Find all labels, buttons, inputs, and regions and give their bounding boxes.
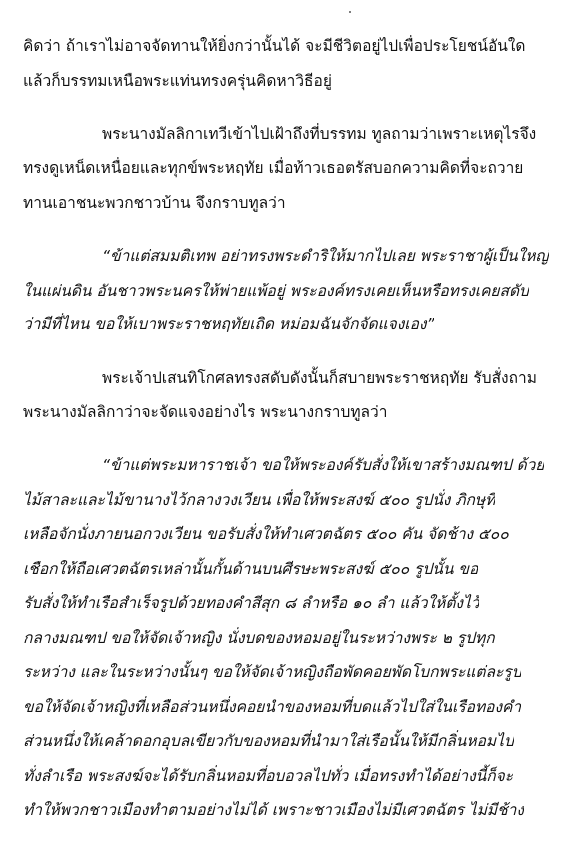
quote-start-line: “ข้าแต่พระมหาราชเจ้า ขอให้พระองค์รับสั่งให้เขาสร้างมณฑป ด้วย — [102, 456, 545, 474]
paragraph-start-line: พระนางมัลลิกาเทวีเข้าไปเฝ้าถึงที่บรรทม ทูลถามว่าเพราะเหตุไรจึง — [102, 125, 537, 143]
quote-line: ทั่งลำเรือ พระสงฆ์จะได้รับกลิ่นหอมที่อบอวลไปทั่ว เมื่อทรงทำได้อย่างนี้ก็จะ — [23, 767, 514, 785]
quote-line: ไม้สาละและไม้ขานางไว้กลางวงเวียน เพื่อให้พระสงฆ์ ๕๐๐ รูปนั่ง ภิกษุที่ — [23, 491, 496, 509]
quote-line: ทำให้พวกชาวเมืองทำตามอย่างไม่ได้ เพราะชาวเมืองไม่มีเศวตฉัตร ไม่มีช้าง — [23, 801, 524, 819]
quote-line: ระหว่าง และในระหว่างนั้นๆ ขอให้จัดเจ้าหญิงถือพัดคอยพัดโบกพระแต่ละรูป — [23, 663, 522, 681]
paragraph-start-line: พระเจ้าปเสนทิโกศลทรงสดับดังนั้นก็สบายพระราชหฤทัย รับสั่งถาม — [102, 369, 537, 387]
text-line: คิดว่า ถ้าเราไม่อาจจัดทานให้ยิ่งกว่านั้นได้ จะมีชีวิตอยู่ไปเพื่อประโยชน์อันใด — [23, 37, 526, 55]
quote-line: กลางมณฑป ขอให้จัดเจ้าหญิง นั่งบดของหอมอยู่ในระหว่างพระ ๒ รูปทุก — [23, 629, 495, 647]
quote-line: ว่ามีที่ไหน ขอให้เบาพระราชหฤทัยเถิด หม่อมฉันจักจัดแจงเอง” — [23, 315, 435, 333]
quote-line: ขอให้จัดเจ้าหญิงที่เหลือส่วนหนึ่งคอยนำของหอมที่บดแล้วไปใส่ในเรือทองคำ — [23, 698, 522, 716]
quote-line: เชือกให้ถือเศวตฉัตรเหล่านั้นกั้นด้านบนศีรษะพระสงฆ์ ๕๐๐ รูปนั้น ขอ — [23, 560, 479, 578]
quote-start-line: “ข้าแต่สมมติเทพ อย่าทรงพระดำริให้มากไปเลย พระราชาผู้เป็นใหญ่ — [102, 247, 549, 265]
text-line: พระนางมัลลิกาว่าจะจัดแจงอย่างไร พระนางกราบทูลว่า — [23, 403, 388, 421]
text-line: ทรงดูเหน็ดเหนื่อยและทุกข์พระหฤทัย เมื่อท้าวเธอตรัสบอกความคิดที่จะถวาย — [23, 159, 524, 177]
scan-speck — [349, 11, 351, 13]
quote-line: เหลือจักนั่งภายนอกวงเวียน ขอรับสั่งให้ทำเศวตฉัตร ๕๐๐ คัน จัดช้าง ๕๐๐ — [23, 525, 509, 543]
quote-line: รับสั่งให้ทำเรือสำเร็จรูปด้วยทองคำสีสุก ๘ ลำหรือ ๑๐ ลำ แล้วให้ตั้งไว้ — [23, 594, 480, 612]
quote-line: ในแผ่นดิน อันชาวพระนครให้พ่ายแพ้อยู่ พระองค์ทรงเคยเห็นหรือทรงเคยสดับ — [23, 282, 529, 300]
quote-line: ส่วนหนึ่งให้เคล้าดอกอุบลเขียวกับของหอมที่นำมาใส่เรือนั้นให้มีกลิ่นหอมไป — [23, 732, 514, 750]
text-line: ทานเอาชนะพวกชาวบ้าน จึงกราบทูลว่า — [23, 194, 286, 212]
text-line: แล้วก็บรรทมเหนือพระแท่นทรงครุ่นคิดหาวิธีอยู่ — [23, 72, 332, 90]
